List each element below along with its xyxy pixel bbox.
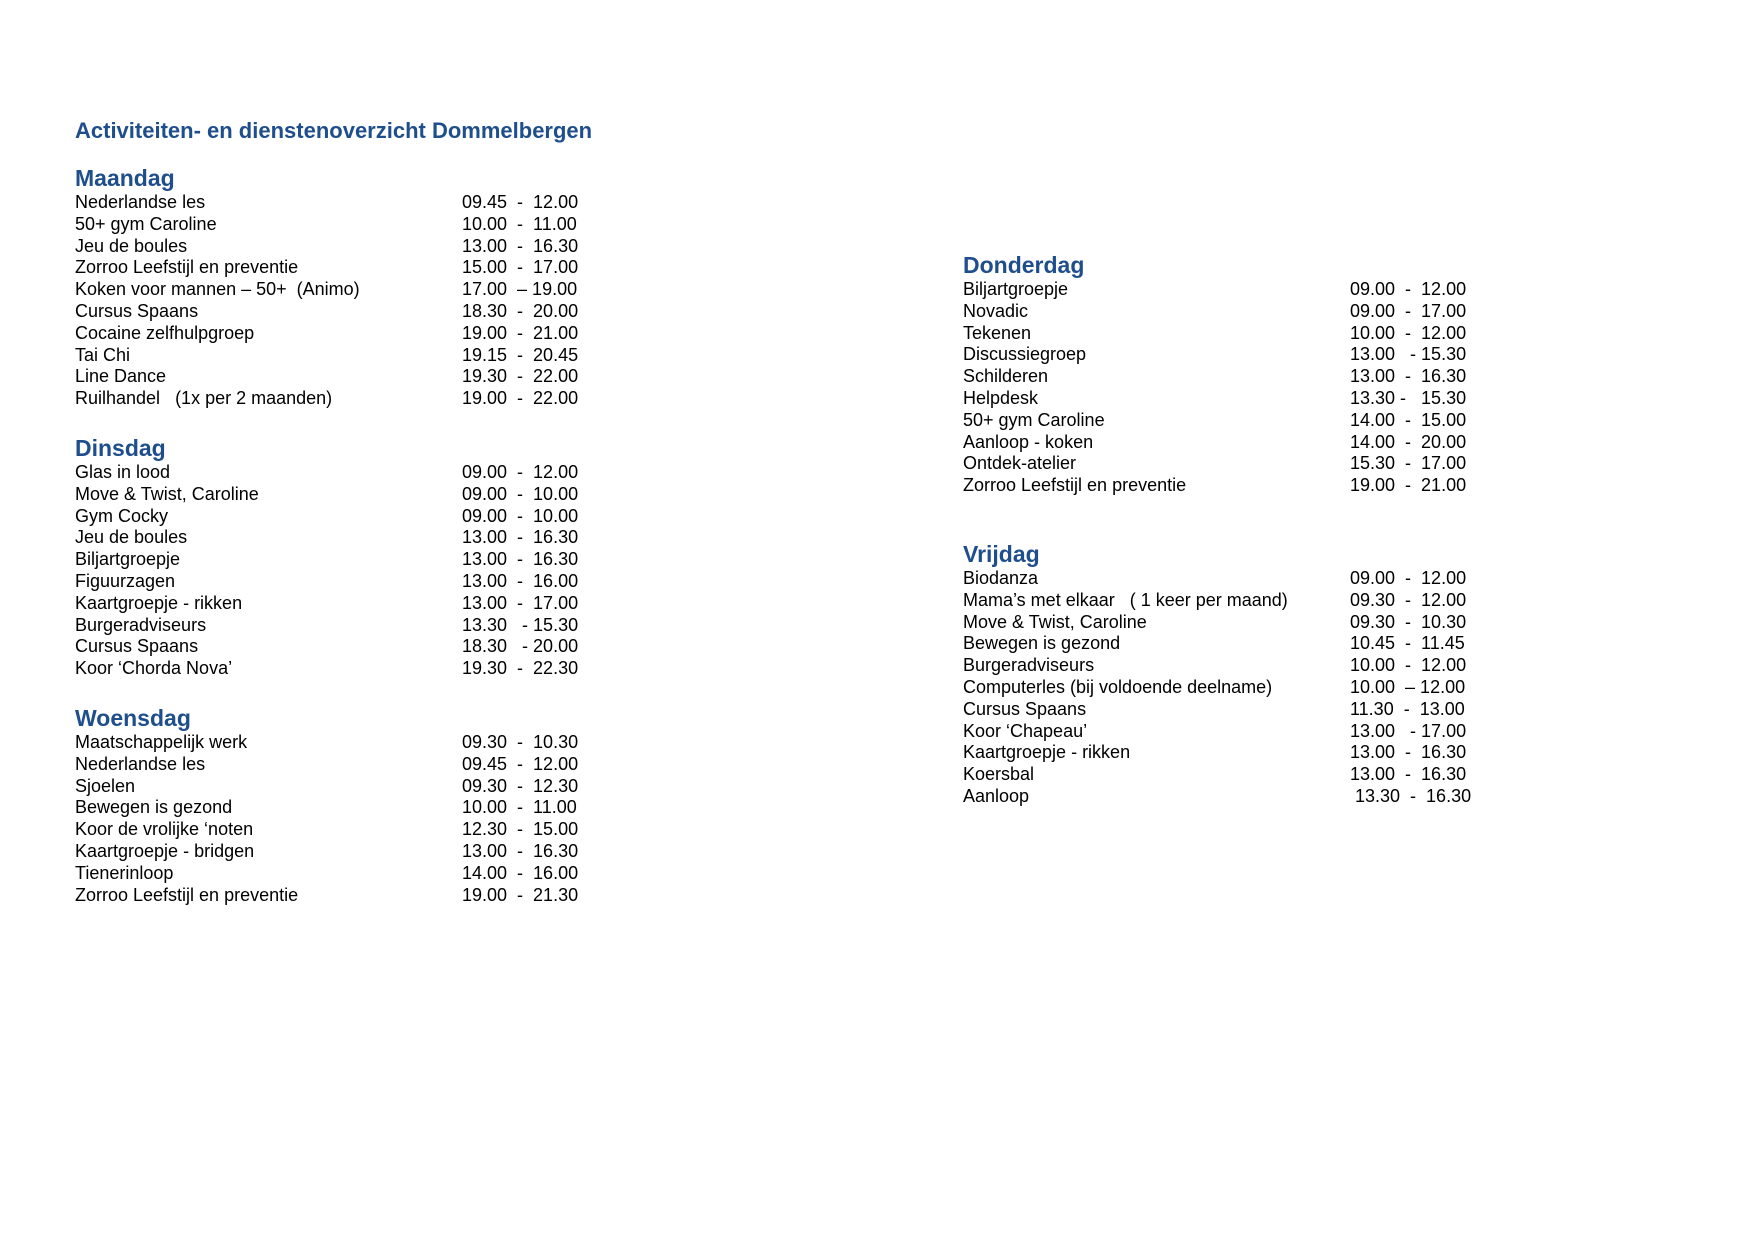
day-heading: Maandag (75, 165, 175, 191)
activity-time: 13.00 - 16.30 (1350, 764, 1467, 785)
activity-time: 13.00 - 16.30 (462, 840, 579, 861)
activity-row (75, 840, 579, 863)
activity-time: 15.00 - 17.00 (462, 257, 579, 278)
activity-name: Discussiegroep (963, 344, 1087, 365)
activity-time: 19.00 - 21.00 (462, 322, 579, 343)
activity-time: 10.00 - 11.00 (462, 213, 577, 234)
activity-name: Zorroo Leefstijl en preventie (963, 475, 1187, 496)
activity-time: 13.30 - 15.30 (1350, 387, 1467, 408)
activity-row (75, 388, 579, 410)
activity-time: 13.30 - 16.30 (1350, 785, 1472, 806)
activity-name: Nederlandse les (75, 753, 206, 774)
activity-name: Bewegen is gezond (75, 797, 233, 818)
activity-name: Koersbal (963, 764, 1035, 785)
activity-time: 19.00 - 21.00 (1350, 475, 1467, 496)
activity-name: Sjoelen (75, 775, 136, 796)
activity-row (75, 462, 579, 484)
activity-time: 09.30 - 12.00 (1350, 589, 1467, 610)
activity-name: Koken voor mannen – 50+ (Animo) (75, 279, 360, 300)
activity-row (963, 589, 1467, 612)
activity-time: 10.00 - 12.00 (1350, 655, 1467, 676)
activity-name: Zorroo Leefstijl en preventie (75, 884, 299, 905)
activity-name: Tekenen (963, 322, 1032, 343)
activity-time: 13.00 - 16.30 (1350, 366, 1467, 387)
activity-name: Gym Cocky (75, 505, 169, 526)
activity-row (963, 387, 1467, 410)
activity-name: Ruilhandel (1x per 2 maanden) (75, 388, 333, 409)
activity-name: Line Dance (75, 366, 167, 387)
activity-row (75, 549, 579, 571)
activity-row (75, 732, 579, 754)
activity-name: Schilderen (963, 366, 1049, 387)
activity-time: 10.00 – 12.00 (1350, 676, 1466, 697)
activity-name: Aanloop - koken (963, 431, 1094, 452)
activity-row (963, 344, 1467, 366)
page-title: Activiteiten- en dienstenoverzicht Dommelbergen (75, 118, 593, 143)
activity-time: 10.00 - 12.00 (1350, 322, 1467, 343)
activity-time: 18.30 - 20.00 (462, 636, 579, 657)
activity-row (75, 213, 577, 236)
activity-time: 13.30 - 15.30 (462, 614, 579, 635)
activity-row (75, 884, 579, 907)
activity-name: Ontdek-atelier (963, 453, 1077, 474)
activity-row (75, 527, 579, 549)
activity-time: 14.00 - 16.00 (462, 862, 579, 883)
activity-name: Figuurzagen (75, 570, 176, 591)
activity-time: 15.30 - 17.00 (1350, 453, 1467, 474)
activity-time: 09.30 - 12.30 (462, 775, 579, 796)
activity-row (75, 570, 579, 593)
day-heading: Donderdag (963, 252, 1085, 278)
activity-time: 19.00 - 21.30 (462, 884, 579, 905)
activity-time: 09.00 - 10.00 (462, 483, 579, 504)
activity-row (75, 257, 579, 279)
activity-time: 11.30 - 13.00 (1350, 698, 1465, 719)
activity-name: Nederlandse les (75, 192, 206, 212)
activity-name: Koor ‘Chapeau’ (963, 720, 1088, 741)
activity-row (75, 592, 579, 615)
activity-name: Novadic (963, 300, 1029, 321)
activity-name: Jeu de boules (75, 527, 188, 548)
activity-name: Jeu de boules (75, 235, 188, 256)
activity-time: 12.30 - 15.00 (462, 819, 579, 840)
activity-row (75, 862, 579, 885)
activity-name: Kaartgroepje - bridgen (75, 840, 255, 861)
activity-time: 13.00 - 17.00 (1350, 720, 1467, 741)
activity-name: Cocaine zelfhulpgroep (75, 322, 255, 343)
activity-time: 09.00 - 12.00 (1350, 279, 1467, 299)
activity-row (75, 658, 579, 680)
day-section-dinsdag (75, 434, 579, 680)
activity-name: Kaartgroepje - rikken (963, 742, 1131, 763)
activity-time: 18.30 - 20.00 (462, 300, 579, 321)
activity-time: 13.00 - 16.30 (462, 527, 579, 548)
activity-name: Kaartgroepje - rikken (75, 592, 243, 613)
activity-time: 09.00 - 10.00 (462, 505, 579, 526)
activity-name: Tienerinloop (75, 862, 174, 883)
activity-row (75, 753, 579, 776)
activity-row (963, 453, 1467, 475)
activity-row (75, 614, 579, 637)
activity-name: Move & Twist, Caroline (963, 611, 1147, 632)
activity-row (963, 633, 1465, 655)
activity-row (963, 300, 1467, 323)
activity-time: 13.00 - 16.30 (462, 549, 579, 570)
activity-name: Move & Twist, Caroline (75, 483, 259, 504)
activity-row (75, 366, 579, 388)
activity-name: Aanloop (963, 785, 1030, 806)
activity-name: Biodanza (963, 568, 1039, 588)
activity-name: Tai Chi (75, 344, 131, 365)
activity-row (963, 475, 1467, 497)
activity-row (75, 344, 579, 367)
activity-time: 14.00 - 15.00 (1350, 409, 1467, 430)
activity-name: Koor de vrolijke ‘noten (75, 819, 254, 840)
activity-row (963, 409, 1467, 432)
activity-row (75, 797, 577, 819)
activity-name: Helpdesk (963, 387, 1039, 408)
activity-row (963, 279, 1467, 301)
activity-time: 13.00 - 16.30 (462, 235, 579, 256)
day-section-maandag (75, 164, 579, 410)
activity-name: Burgeradviseurs (75, 614, 207, 635)
activity-row (963, 431, 1467, 454)
activity-time: 09.30 - 10.30 (462, 732, 579, 752)
activity-time: 09.00 - 12.00 (462, 462, 579, 482)
activity-time: 10.00 - 11.00 (462, 797, 577, 818)
activity-name: Glas in lood (75, 462, 171, 482)
day-section-donderdag (963, 251, 1467, 497)
activity-row (75, 192, 579, 214)
activity-row (75, 235, 579, 258)
activity-time: 19.00 - 22.00 (462, 388, 579, 409)
activity-time: 09.00 - 12.00 (1350, 568, 1467, 588)
activity-row (963, 720, 1467, 743)
activity-row (963, 366, 1467, 388)
activity-name: Maatschappelijk werk (75, 732, 248, 752)
activity-name: Cursus Spaans (75, 300, 199, 321)
activity-name: Zorroo Leefstijl en preventie (75, 257, 299, 278)
day-section-woensdag (75, 704, 579, 906)
activity-time: 10.45 - 11.45 (1350, 633, 1465, 654)
activity-time: 09.00 - 17.00 (1350, 300, 1467, 321)
activity-row (963, 655, 1467, 677)
activity-time: 13.00 - 17.00 (462, 592, 579, 613)
activity-name: Cursus Spaans (963, 698, 1087, 719)
activity-time: 19.30 - 22.30 (462, 658, 579, 679)
activity-name: Biljartgroepje (963, 279, 1069, 299)
activity-name: Mama’s met elkaar ( 1 keer per maand) (963, 589, 1288, 610)
activity-name: Cursus Spaans (75, 636, 199, 657)
activity-time: 09.45 - 12.00 (462, 753, 579, 774)
activity-name: Biljartgroepje (75, 549, 181, 570)
activity-row (75, 279, 578, 301)
activity-row (75, 636, 579, 658)
activity-time: 19.30 - 22.00 (462, 366, 579, 387)
activity-name: Bewegen is gezond (963, 633, 1121, 654)
activity-row (75, 322, 579, 345)
activity-time: 13.00 - 15.30 (1350, 344, 1467, 365)
activity-row (963, 742, 1467, 764)
day-heading: Vrijdag (963, 541, 1040, 567)
activity-time: 14.00 - 20.00 (1350, 431, 1467, 452)
activity-name: Computerles (bij voldoende deelname) (963, 676, 1273, 697)
activity-time: 19.15 - 20.45 (462, 344, 579, 365)
activity-time: 13.00 - 16.30 (1350, 742, 1467, 763)
activity-row (963, 764, 1467, 786)
activity-row (963, 785, 1472, 808)
activity-row (963, 322, 1467, 345)
activity-row (963, 568, 1467, 590)
day-section-vrijdag (963, 540, 1472, 808)
activity-row (963, 676, 1466, 699)
activity-row (75, 483, 579, 506)
activity-row (75, 775, 579, 798)
day-heading: Woensdag (75, 705, 191, 731)
activity-time: 13.00 - 16.00 (462, 570, 579, 591)
activity-time: 09.30 - 10.30 (1350, 611, 1467, 632)
activity-name: 50+ gym Caroline (963, 409, 1105, 430)
day-heading: Dinsdag (75, 435, 166, 461)
activity-time: 09.45 - 12.00 (462, 192, 579, 212)
activity-row (75, 819, 579, 841)
activity-row (963, 698, 1465, 721)
activity-row (75, 300, 579, 323)
activity-name: Koor ‘Chorda Nova’ (75, 658, 233, 679)
activity-time: 17.00 – 19.00 (462, 279, 578, 300)
activity-name: 50+ gym Caroline (75, 213, 217, 234)
activity-row (75, 505, 579, 528)
activity-name: Burgeradviseurs (963, 655, 1095, 676)
activity-row (963, 611, 1467, 634)
